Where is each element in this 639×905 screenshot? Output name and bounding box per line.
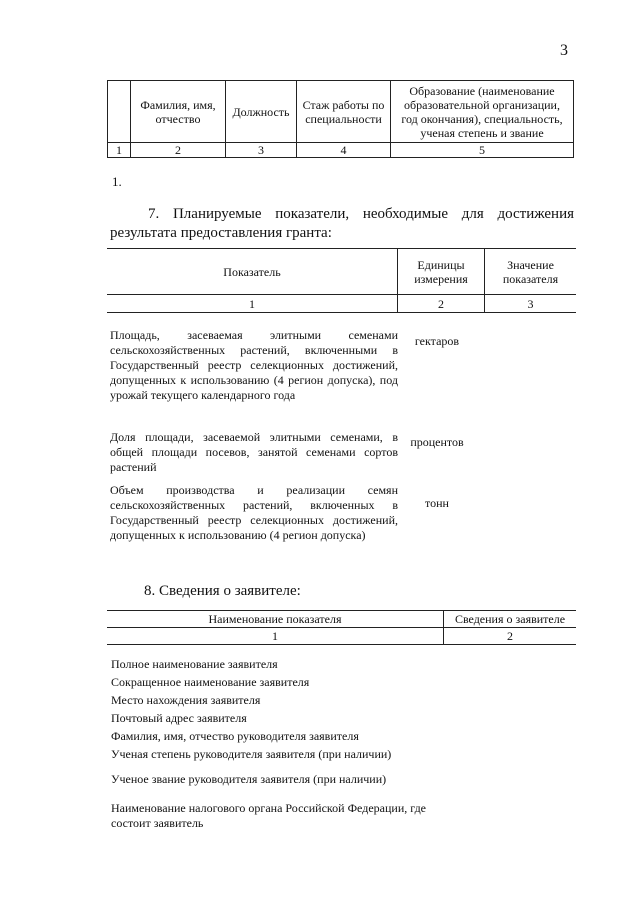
- indicators-header-row: [107, 249, 576, 295]
- staff-col-education-header: Образование (наименование образовательной организации, год окончания), специальность, ученая степень и звание: [391, 81, 574, 143]
- indicator-row-1-text: Площадь, засеваемая элитными семенами сельскохозяйственных растений, включенными в Государственный реестр селекционных достижений, допущенных к использованию (4 регион допуска), под урожай текущего календарного года: [110, 328, 398, 402]
- page-number: 3: [560, 42, 568, 59]
- indicator-row-3-text: Объем производства и реализации семян сельскохозяйственных растений, включенных в Государственный реестр селекционных достижений, допущенных к использованию (4 регион допуска): [110, 483, 398, 542]
- staff-table: [107, 80, 574, 158]
- indicators-num-2: 2: [398, 295, 485, 313]
- staff-col-index-header: [108, 81, 131, 143]
- staff-table-number-row: [108, 143, 574, 158]
- applicant-num-2: 2: [444, 628, 577, 645]
- section-8-title: 8. Сведения о заявителе:: [144, 583, 301, 599]
- section-7-title: [110, 205, 574, 243]
- indicator-row-1-unit: гектаров: [414, 334, 460, 348]
- applicant-table: [107, 610, 576, 645]
- staff-num-3: 3: [226, 143, 297, 158]
- applicant-item-postal-address: Почтовый адрес заявителя: [111, 711, 247, 725]
- section-7-title-line1: 7. Планируемые показатели, необходимые для достижения: [148, 206, 574, 222]
- applicant-num-1: 1: [107, 628, 444, 645]
- applicant-header-row: [107, 611, 576, 628]
- applicant-item-head-name: Фамилия, имя, отчество руководителя заявителя: [111, 729, 359, 743]
- applicant-item-short-name: Сокращенное наименование заявителя: [111, 675, 310, 689]
- applicant-col-name-header: Наименование показателя: [107, 611, 444, 628]
- staff-table-header-row: [108, 81, 574, 143]
- indicators-col-unit-header: Единицы измерения: [398, 249, 485, 295]
- indicator-row-2-unit: процентов: [410, 435, 464, 449]
- applicant-item-head-degree: Ученая степень руководителя заявителя (при наличии): [111, 747, 392, 761]
- indicators-table: [107, 248, 576, 313]
- staff-col-name-header: Фамилия, имя, отчество: [131, 81, 226, 143]
- indicators-num-1: 1: [107, 295, 398, 313]
- indicators-col-value-header: Значение показателя: [485, 249, 577, 295]
- staff-num-2: 2: [131, 143, 226, 158]
- staff-num-4: 4: [297, 143, 391, 158]
- staff-col-position-header: Должность: [226, 81, 297, 143]
- indicator-row-3-unit: тонн: [425, 496, 449, 510]
- staff-num-5: 5: [391, 143, 574, 158]
- applicant-col-info-header: Сведения о заявителе: [444, 611, 577, 628]
- indicators-col-indicator-header: Показатель: [107, 249, 398, 295]
- applicant-item-full-name: Полное наименование заявителя: [111, 657, 278, 671]
- applicant-number-row: [107, 628, 576, 645]
- staff-num-1: 1: [108, 143, 131, 158]
- applicant-item-head-title: Ученое звание руководителя заявителя (при наличии): [111, 772, 387, 786]
- applicant-item-location: Место нахождения заявителя: [111, 693, 261, 707]
- staff-col-experience-header: Стаж работы по специальности: [297, 81, 391, 143]
- applicant-item-tax-authority: Наименование налогового органа Российской Федерации, где состоит заявитель: [111, 801, 426, 830]
- indicators-number-row: [107, 295, 576, 313]
- indicators-num-3: 3: [485, 295, 577, 313]
- indicator-row-2-text: Доля площади, засеваемой элитными семенами, в общей площади посевов, занятой семенами сортов растений: [110, 430, 398, 474]
- list-item-1: 1.: [112, 174, 122, 189]
- section-7-title-line2: результата предоставления гранта:: [110, 225, 332, 241]
